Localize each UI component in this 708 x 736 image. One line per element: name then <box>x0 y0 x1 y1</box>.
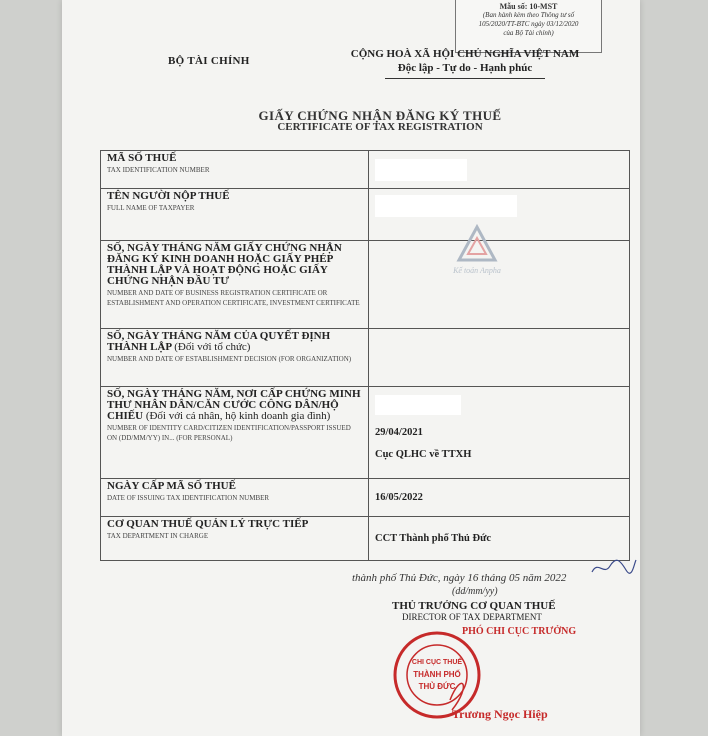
seal-line3: THỦ ĐỨC <box>418 682 456 691</box>
watermark-text: Kế toán Anpha <box>453 266 501 275</box>
nation-motto: Độc lập - Tự do - Hạnh phúc <box>397 62 533 74</box>
business-reg-label-en: NUMBER AND DATE OF BUSINESS REGISTRATION CERTIFICATE OR ESTABLISHMENT AND OPERATION CERTIFICATE, INVESTMENT CERTIFICATE <box>107 289 360 307</box>
establishment-value-cell <box>369 329 630 387</box>
establishment-note: (Đối với tổ chức) <box>174 341 251 353</box>
identity-label-en: NUMBER OF IDENTITY CARD/CITIZEN IDENTIFICATION/PASSPORT ISSUED ON (DD/MM/YY) IN... (FOR PERSONAL) <box>107 424 351 442</box>
signatory-role: PHÓ CHI CỤC TRƯỞNG <box>462 626 577 637</box>
redacted-block <box>375 159 467 181</box>
establishment-label-en: NUMBER AND DATE OF ESTABLISHMENT DECISION (FOR ORGANIZATION) <box>107 355 352 363</box>
redacted-block <box>375 395 461 415</box>
tax-id-label-cell <box>101 151 369 189</box>
table-row <box>101 387 630 479</box>
taxpayer-label: TÊN NGƯỜI NỘP THUẾ <box>107 190 230 202</box>
business-reg-label: SỐ, NGÀY THÁNG NĂM GIẤY CHỨNG NHẬN ĐĂNG KÝ KINH DOANH HOẶC GIẤY PHÉP THÀNH LẬP VÀ HOẠT ĐỘNG HOẶC GIẤY CHỨNG NHẬN ĐẦU TƯ <box>107 242 342 287</box>
tax-id-value-cell <box>369 151 630 189</box>
form-note-line1: (Ban hành kèm theo Thông tư số <box>482 11 575 19</box>
identity-label-cell <box>101 387 369 479</box>
table-row <box>101 329 630 387</box>
redacted-block <box>375 195 517 217</box>
table-row <box>101 241 630 329</box>
form-code-label: Mẫu số: <box>499 2 528 11</box>
identity-value-cell <box>369 387 630 479</box>
date-format: (dd/mm/yy) <box>452 586 498 597</box>
tax-dept-value-cell <box>369 517 630 561</box>
tax-id-label: MÃ SỐ THUẾ <box>107 152 177 164</box>
table-row <box>101 479 630 517</box>
handwritten-mark-icon <box>590 556 638 580</box>
document-title-en: CERTIFICATE OF TAX REGISTRATION <box>277 121 483 133</box>
motto-underline <box>385 78 545 79</box>
form-code-value: 10-MST <box>529 2 558 11</box>
identity-label: SỐ, NGÀY THÁNG NĂM, NƠI CẤP CHỨNG MINH THƯ NHÂN DÂN/CĂN CƯỚC CÔNG DÂN/HỘ CHIẾU <box>107 388 361 422</box>
business-reg-label-cell <box>101 241 369 329</box>
establishment-label: SỐ, NGÀY THÁNG NĂM CỦA QUYẾT ĐỊNH THÀNH LẬP <box>107 330 331 353</box>
document-title: GIẤY CHỨNG NHẬN ĐĂNG KÝ THUẾ <box>258 108 502 123</box>
tax-dept-label-cell <box>101 517 369 561</box>
identity-date: 29/04/2021 <box>375 427 423 438</box>
identity-place: Cục QLHC về TTXH <box>375 449 472 460</box>
table-row <box>101 151 630 189</box>
tax-dept-label-en: TAX DEPARTMENT IN CHARGE <box>107 532 209 540</box>
tax-dept-value: CCT Thành phố Thủ Đức <box>375 532 492 544</box>
triangle-logo-icon <box>455 224 499 264</box>
signatory-title-en: DIRECTOR OF TAX DEPARTMENT <box>402 612 542 622</box>
place-date: thành phố Thủ Đức, ngày 16 tháng 05 năm 2022 <box>352 572 567 584</box>
identity-note: (Đối với cá nhân, hộ kinh doanh gia đình) <box>145 410 331 422</box>
tax-dept-label: CƠ QUAN THUẾ QUẢN LÝ TRỰC TIẾP <box>107 518 309 530</box>
table-row <box>101 189 630 241</box>
taxpayer-label-en: FULL NAME OF TAXPAYER <box>107 204 195 212</box>
form-note-line2: 105/2020/TT-BTC ngày 03/12/2020 <box>478 20 579 28</box>
form-code-box <box>455 0 602 53</box>
watermark-logo <box>432 224 522 275</box>
issue-date-label-en: DATE OF ISSUING TAX IDENTIFICATION NUMBER <box>107 494 270 502</box>
seal-line2: THÀNH PHỐ <box>413 670 461 679</box>
taxpayer-label-cell <box>101 189 369 241</box>
establishment-label-cell <box>101 329 369 387</box>
issue-date-value-cell <box>369 479 630 517</box>
registration-table <box>100 150 630 561</box>
issue-date-label-cell <box>101 479 369 517</box>
signatory-title: THỦ TRƯỞNG CƠ QUAN THUẾ <box>392 600 556 612</box>
tax-id-label-en: TAX IDENTIFICATION NUMBER <box>107 166 210 174</box>
seal-line1: CHI CỤC THUẾ <box>411 659 463 666</box>
form-note-line3: của Bộ Tài chính) <box>503 29 554 37</box>
ministry-name: BỘ TÀI CHÍNH <box>168 55 250 67</box>
table-row <box>101 517 630 561</box>
signatory-name: Trương Ngọc Hiệp <box>452 707 548 721</box>
issue-date-value: 16/05/2022 <box>375 491 423 503</box>
nation-name: CỘNG HOÀ XÃ HỘI CHỦ NGHĨA VIỆT NAM <box>350 48 580 60</box>
issue-date-label: NGÀY CẤP MÃ SỐ THUẾ <box>107 480 236 492</box>
